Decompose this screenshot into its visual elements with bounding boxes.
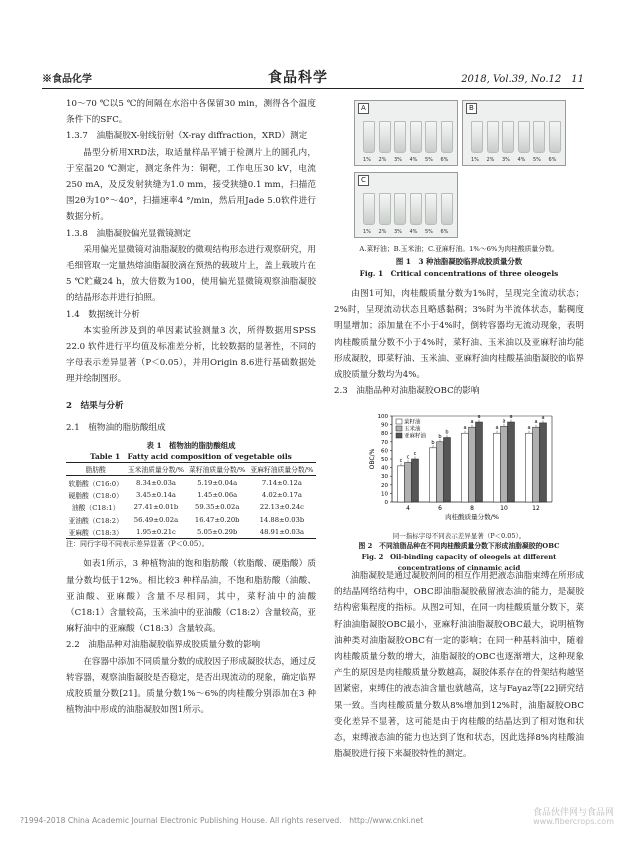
header-section: ※食品化学 [42, 74, 92, 85]
table-cell: 56.49±0.02a [133, 515, 179, 524]
table-cell: 8.34±0.03a [135, 478, 176, 487]
vial-label: 6% [440, 157, 449, 163]
figure-1-caption: A.菜籽油；B.玉米油；C.亚麻籽油。1%～6%为肉桂酸质量分数。 [359, 245, 559, 253]
table-cell: 5.05±0.29b [187, 526, 248, 539]
y-tick-label: 40 [381, 465, 388, 472]
bar [462, 433, 469, 502]
table-header-cell: 亚麻籽油质量分数/% [248, 463, 316, 476]
x-axis-label: 肉桂酸质量分数/% [445, 513, 499, 521]
bar [533, 427, 540, 502]
significance-letter: a [470, 419, 474, 426]
y-tick-label: 70 [381, 439, 388, 446]
vial [441, 121, 453, 153]
right-column-lower [334, 568, 584, 762]
significance-letter: a [541, 414, 545, 421]
fatty-acid-table [66, 462, 316, 539]
table-1-title-en: Table 1 Fatty acid composition of vegetable oils [90, 452, 292, 462]
vial [394, 193, 406, 225]
vial [379, 121, 391, 153]
copyright-line: ?1994-2018 China Academic Journal Electronic Publishing House. All rights reserved. http://www.cnki.net [20, 816, 424, 825]
panel-label: C [358, 175, 369, 186]
right-column [334, 286, 584, 399]
vial [410, 193, 422, 225]
vial [441, 193, 453, 225]
bar [540, 423, 547, 502]
vial-label: 6% [440, 229, 449, 235]
heading-2-1: 2.1 植物油的脂肪酸组成 [66, 422, 166, 433]
vial [363, 193, 375, 225]
y-tick-label: 50 [381, 457, 388, 463]
table-cell: 48.91±0.03a [248, 526, 316, 539]
vial-label: 5% [425, 229, 433, 235]
legend-swatch [396, 433, 402, 438]
vial [487, 121, 499, 153]
left-column [66, 96, 316, 718]
vial-label: 4% [409, 229, 418, 235]
vial [549, 121, 561, 153]
vial [425, 193, 437, 225]
vial-label: 1% [363, 157, 371, 163]
legend-label: 菜籽油 [404, 419, 421, 426]
paragraph-fatty-acid: 如表1所示，3 种植物油的饱和脂肪酸（软脂酸、硬脂酸）质量分数均低于12%。相比较3 种样品油，不饱和脂肪酸（油酸、亚油酸、亚麻酸）含量不尽相同，其中，菜籽油中的油酸（C18:1）含量较高，玉米油中的亚油酸（C18:2）含量较高，亚麻籽油中的亚麻酸（C18:3）含量较高。 [66, 559, 316, 635]
heading-1-3-8: 1.3.8 油脂凝胶偏光显微镜测定 [66, 228, 191, 239]
significance-letter: a [534, 419, 538, 426]
panel-label: B [466, 103, 477, 114]
vial [410, 121, 422, 153]
table-cell: 油酸（C18:1） [71, 504, 120, 513]
header-issue: 2018, Vol.39, No.12 11 [461, 74, 584, 85]
figure-1-title-en: Fig. 1 Critical concentrations of three oleogels [359, 269, 559, 278]
table-cell: 亚油酸（C18:2） [68, 516, 123, 525]
figure-1-title-cn: 图 1 3 种油脂凝胶临界成胶质量分数 [395, 257, 523, 266]
panel-label: A [358, 103, 369, 114]
table-header-cell: 菜籽油质量分数/% [187, 463, 248, 476]
bar [476, 422, 483, 502]
figure-2 [334, 410, 584, 570]
vial-label: 5% [533, 157, 541, 163]
bar [469, 427, 476, 502]
y-axis-label: OBC/% [369, 448, 376, 470]
vial-label: 3% [502, 157, 510, 163]
bar [444, 438, 451, 503]
photo-panel-a [354, 100, 458, 166]
table-1-note: 注：同行字母不同表示差异显著（P＜0.05）。 [66, 540, 209, 549]
vial-label: 6% [548, 157, 557, 163]
table-cell: 22.13±0.24c [259, 503, 304, 512]
table-row [66, 514, 316, 526]
paragraph-obc: 油脂凝胶是通过凝胶剂间的相互作用把液态油脂束缚在所形成的结晶网络结构中，OBC即油脂凝胶截留液态油的能力，是凝胶结构密集程度的指标。从图2可知，在同一肉桂酸质量分数下，菜籽油油脂凝胶OBC最小，亚麻籽油油脂凝胶OBC最大，说明植物油种类对油脂凝胶OBC有一定的影响；在同一种基料油中，随着肉桂酸质量分数的增大，油脂凝胶的OBC也逐渐增大，这种现象产生的原因是肉桂酸质量分数越高，凝胶体系存在的骨架结构越坚固紧密，束缚住的液态油含量也就越高，这与Fayaz等[22]研究结果一致。当肉桂酸质量分数从8%增加到12%时，油脂凝胶OBC变化差异不显著，这可能是由于肉桂酸的结晶达到了相对饱和状态，束缚液态油的能力也达到了饱和状态，因此选择8%肉桂酸油脂凝胶进行接下来凝胶特性的测定。 [334, 571, 584, 760]
significance-letter: a [527, 425, 531, 432]
heading-2-3: 2.3 油脂品种对油脂凝胶OBC的影响 [334, 386, 480, 397]
vial-label: 4% [517, 157, 526, 163]
significance-letter: c [413, 451, 417, 457]
vial [363, 121, 375, 153]
bar [501, 426, 508, 502]
x-tick-label: 10 [500, 505, 508, 512]
table-row [66, 526, 316, 539]
photo-panel-c [354, 172, 458, 238]
significance-letter: c [406, 454, 410, 461]
running-header [42, 68, 584, 89]
vial [379, 193, 391, 225]
vial [471, 121, 483, 153]
vial-label: 5% [425, 157, 433, 163]
table-header-cell: 脂肪酸 [66, 463, 125, 476]
bar [398, 466, 405, 502]
bar [437, 442, 444, 502]
significance-letter: a [502, 418, 506, 425]
vial-label: 1% [471, 157, 479, 163]
heading-2: 2 结果与分析 [66, 400, 124, 411]
y-tick-label: 30 [381, 474, 388, 481]
paragraph-plm: 采用偏光显微镜对油脂凝胶的微观结构形态进行观察研究，用毛细管取一定量热熔油脂凝胶滴在预热的载玻片上，盖上载玻片在5 ℃贮藏24 h，放大倍数为100，使用偏光显微镜观察油脂凝胶的结晶形态并进行拍照。 [66, 244, 316, 304]
y-tick-label: 80 [381, 431, 388, 438]
y-tick-label: 0 [384, 500, 388, 506]
table-cell: 7.14±0.12a [261, 478, 302, 487]
table-cell: 5.19±0.04a [197, 478, 238, 487]
heading-1-3-7: 1.3.7 油脂凝胶X-射线衍射（X-ray diffraction，XRD）测定 [66, 131, 308, 142]
vial-label: 2% [486, 157, 495, 163]
table-cell: 59.35±0.02a [195, 503, 240, 512]
legend-label: 亚麻籽油 [404, 433, 427, 440]
vial-label: 3% [394, 157, 402, 163]
figure-2-title-en: Fig. 2 Oil-binding capacity of oleogels at different concentrations of cinnamic acid [361, 553, 557, 572]
bar [508, 422, 515, 502]
table-cell: 4.02±0.17a [261, 491, 302, 500]
vial-label: 4% [409, 157, 418, 163]
bar [412, 459, 419, 502]
significance-letter: a [495, 425, 499, 432]
table-1-block [66, 440, 316, 550]
table-row [66, 476, 316, 489]
y-tick-label: 60 [381, 448, 388, 455]
paragraph-stats: 本实验所涉及到的单因素试验测量3 次，所得数据用SPSS 22.0 软件进行平均值及标准差分析，比较数据的显著性，不同的字母表示差异显著（P＜0.05），并用Origin 8.6进行基础数据处理并绘制图形。 [66, 325, 316, 385]
table-cell: 1.95±0.21c [125, 526, 186, 539]
vial-label: 2% [378, 229, 387, 235]
x-tick-label: 12 [532, 505, 540, 512]
vial [425, 121, 437, 153]
y-tick-label: 20 [381, 482, 388, 489]
obc-bar-chart [334, 410, 584, 528]
vial [394, 121, 406, 153]
table-cell: 16.47±0.20b [194, 515, 240, 524]
significance-letter: b [438, 433, 442, 440]
paragraph-xrd: 晶型分析用XRD法，取适量样品平铺于检测片上的圆孔内，于室温20 ℃测定，测定条件为：铜靶，工作电压30 kV，电流250 mA，及反发射狭缝为1.0 mm，接受狭缝0.1 mm，扫描范围2θ为10°～40°，扫描速率4 °/min，然后用Jade 5.0软件进行数据分析。 [66, 147, 316, 223]
table-cell: 1.45±0.06a [197, 491, 238, 500]
vial [502, 121, 514, 153]
table-1-title-cn: 表 1 植物油的脂肪酸组成 [146, 441, 236, 451]
legend-label: 玉米油 [404, 426, 421, 433]
watermark-text: 食品伙伴网与食品网 [532, 808, 614, 818]
significance-letter: b [445, 429, 449, 436]
significance-letter: a [477, 414, 481, 421]
figure-2-title-cn: 图 2 不同油脂品种在不同肉桂酸质量分数下形成油脂凝胶的OBC [358, 542, 560, 550]
significance-letter: a [509, 414, 513, 421]
vial-label: 3% [394, 229, 402, 235]
table-cell: 软脂酸（C16:0） [68, 479, 123, 488]
x-tick-label: 6 [438, 505, 442, 512]
vial [533, 121, 545, 153]
table-row [66, 489, 316, 501]
watermark-url: www.fibercrops.com [533, 817, 614, 826]
x-tick-label: 8 [470, 505, 474, 512]
vial-label: 2% [378, 157, 387, 163]
table-header-cell: 玉米油质量分数/% [125, 463, 186, 476]
y-tick-label: 100 [377, 414, 388, 420]
bar [526, 433, 533, 502]
legend-swatch [396, 419, 402, 424]
bar [405, 462, 412, 502]
journal-logo: 食品科学 [268, 70, 328, 86]
vial-label: 1% [363, 229, 371, 235]
table-cell: 27.41±0.01b [133, 503, 179, 512]
figure-1 [334, 96, 584, 286]
bar [494, 433, 501, 502]
table-cell: 亚麻酸（C18:3） [66, 526, 125, 539]
figure-2-note: 同一指标字母不同表示差异显著（P＜0.05）。 [392, 532, 526, 540]
heading-1-4: 1.4 数据统计分析 [66, 309, 140, 320]
paragraph-critical-gel: 在容器中添加不同质量分数的成胶因子形成凝胶状态，通过反转容器，观察油脂凝胶是否稳定，是否出现流动的现象，确定临界成胶质量分数[21]。质量分数1%～6%的肉桂酸分别添加在3 种植物油中形成的油脂凝胶如图1所示。 [66, 656, 316, 716]
x-tick-label: 4 [406, 505, 410, 512]
paragraph-fig1-result: 由图1可知，肉桂酸质量分数为1%时，呈现完全流动状态；2%时，呈现流动状态且略感黏稠；3%时为半流体状态，黏稠度明显增加；添加量在不小于4%时，倒转容器均无流动现象，表明肉桂酸质量分数不小于4%时，菜籽油、玉米油以及亚麻籽油均能形成凝胶，即菜籽油、玉米油、亚麻籽油肉桂酸基油脂凝胶的临界成胶质量分数均为4%。 [334, 289, 584, 381]
significance-letter: b [431, 439, 435, 446]
significance-letter: c [399, 457, 403, 464]
vial [518, 121, 530, 153]
y-tick-label: 10 [381, 491, 388, 498]
significance-letter: a [463, 425, 467, 432]
table-cell: 14.88±0.03b [259, 515, 305, 524]
legend-swatch [396, 426, 402, 431]
table-cell: 3.45±0.14a [135, 491, 176, 500]
photo-panel-b [462, 100, 566, 166]
footer [20, 808, 620, 833]
table-row [66, 501, 316, 513]
y-tick-label: 90 [381, 422, 388, 429]
heading-2-2: 2.2 油脂品种对油脂凝胶临界成胶质量分数的影响 [66, 640, 261, 651]
table-cell: 硬脂酸（C18:0） [68, 492, 123, 501]
bar [430, 448, 437, 502]
paragraph-sfc-end: 10～70 ℃以5 ℃的间隔在水浴中各保留30 min，测得各个温度条件下的SFC。 [66, 99, 316, 126]
